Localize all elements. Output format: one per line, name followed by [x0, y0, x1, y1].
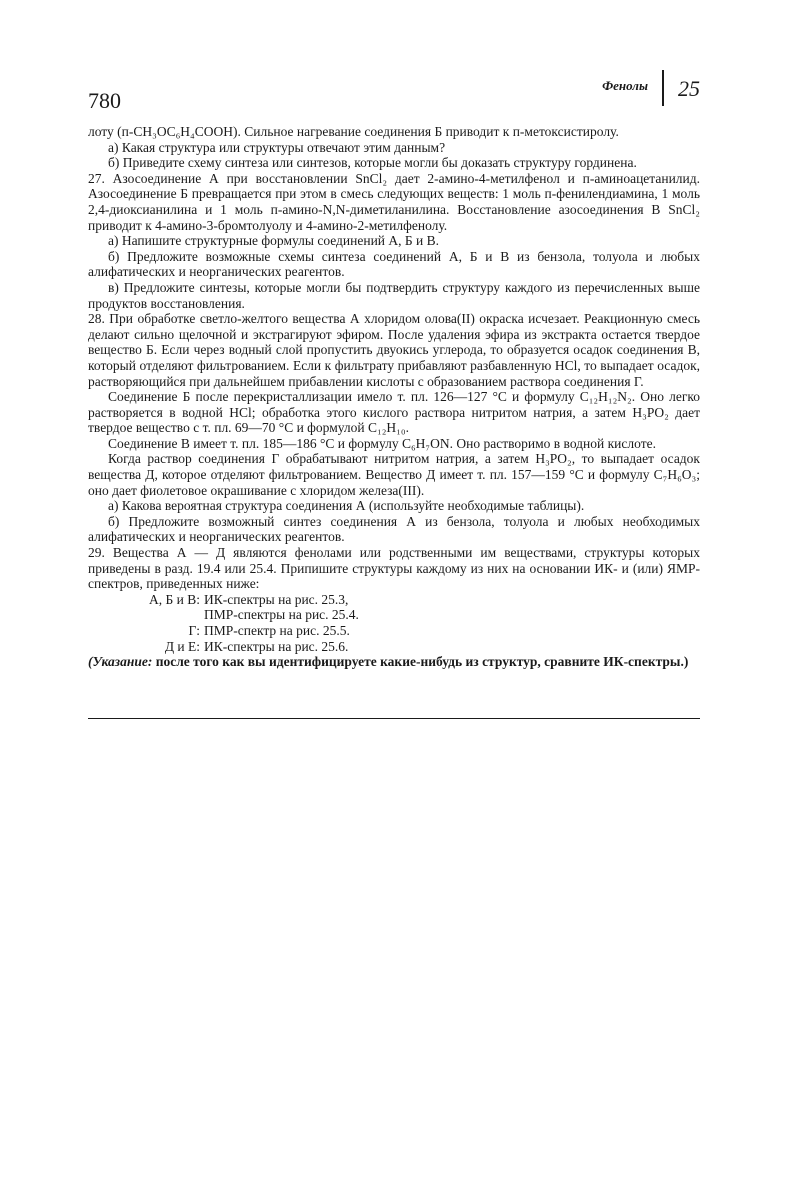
hint-label: (Указание: — [88, 654, 153, 670]
spectra-row — [88, 607, 700, 623]
spectra-list — [88, 592, 700, 654]
running-head: Фенолы — [602, 78, 648, 93]
paragraph: а) Какая структура или структуры отвечают этим данным? — [108, 139, 446, 155]
spectra-text: ИК-спектры на рис. 25.3, — [204, 591, 349, 607]
spectra-row — [88, 623, 700, 639]
paragraph: б) Предложите возможные схемы синтеза соединений А, Б и В из бензола, толуола и любых алифатических и неорганических реагентов. — [88, 248, 700, 280]
header-divider — [662, 70, 664, 106]
paragraph: б) Приведите схему синтеза или синтезов, которые могли бы доказать структуру гординена. — [108, 155, 637, 171]
page-body — [88, 124, 700, 670]
problem-28: 28. При обработке светло-желтого вещества А хлоридом олова(II) окраска исчезает. Реакционную смесь делают сильно щелочной и экстрагируют эфиром. После удаления эфира из экстракта остается твердое вещество Б. Если через водный слой пропустить двуокись углерода, то образуется осадок соединения В, который отделяют фильтрованием. Если к фильтрату прибавляют разбавленную HCl, то выпадает осадок, растворяющийся при дальнейшем прибавлении кислоты с образованием раствора соединения Г. — [88, 311, 700, 389]
spectra-row — [88, 592, 700, 608]
spectra-label: А, Б и В: — [149, 591, 200, 607]
spectra-label — [88, 607, 204, 623]
problem-27: 27. Азосоединение А при восстановлении SnCl₂ дает 2-амино-4-метилфенол и п-аминоацетанилид. Азосоединение Б превращается при этом в смесь следующих веществ: 1 моль п-фенилендиамина, 1 моль 2,4-диоксианилина и 1 моль п-амино-N,N-диметиланилина. Восстановление азосоединения В SnCl₂ приводит к 4-амино-3-бромтолуолу и 4-амино-2-метилфенолу. — [88, 170, 700, 233]
hint — [88, 654, 700, 670]
paragraph: а) Какова вероятная структура соединения А (используйте необходимые таблицы). — [108, 498, 585, 514]
spectra-label: Г: — [188, 623, 200, 638]
problem-29: 29. Вещества А — Д являются фенолами или родственными им веществами, структуры которых приведены в разд. 19.4 или 25.4. Припишите структуры каждому из них на основании ИК- и (или) ЯМР-спектров, приведенных ниже: — [88, 545, 700, 592]
paragraph: в) Предложите синтезы, которые могли бы подтвердить структуру каждого из перечисленных выше продуктов восстановления. — [88, 279, 700, 311]
paragraph: Соединение В имеет т. пл. 185—186 °C и формулу C₆H₇ON. Оно растворимо в водной кислоте. — [108, 435, 656, 451]
spectra-row — [88, 639, 700, 655]
page-number: 780 — [88, 88, 121, 113]
hint-text: после того как вы идентифицируете какие-нибудь из структур, сравните ИК-спектры.) — [155, 654, 689, 670]
paragraph: б) Предложите возможный синтез соединения А из бензола, толуола и любых необходимых алифатических и неорганических реагентов. — [88, 513, 700, 545]
paragraph: Когда раствор соединения Г обрабатывают нитритом натрия, а затем H₃PO₂, то выпадает осадок вещества Д, которое отделяют фильтрованием. Вещество Д имеет т. пл. 157—159 °C и формулу C₇H₆O₃; оно дает фиолетовое окрашивание с хлоридом железа(III). — [88, 451, 700, 498]
spectra-text: ПМР-спектр на рис. 25.5. — [204, 623, 350, 638]
spectra-text: ИК-спектры на рис. 25.6. — [204, 638, 349, 654]
bottom-rule — [88, 718, 700, 719]
paragraph: а) Напишите структурные формулы соединений А, Б и В. — [108, 233, 440, 249]
paragraph: Соединение Б после перекристаллизации имело т. пл. 126—127 °C и формулу C₁₂H₁₂N₂. Оно легко растворяется в водной HCl; обработка этого кислого раствора нитритом натрия, а затем H₃PO₂ дает твердое вещество с т. пл. 69—70 °C и формулой C₁₂H₁₀. — [88, 389, 700, 436]
spectra-text: ПМР-спектры на рис. 25.4. — [204, 607, 359, 623]
spectra-label: Д и Е: — [164, 638, 200, 654]
chapter-number: 25 — [678, 76, 700, 101]
paragraph: лоту (п-CH₃OC₆H₄COOH). Сильное нагревание соединения Б приводит к п-метоксистиролу. — [88, 124, 619, 139]
